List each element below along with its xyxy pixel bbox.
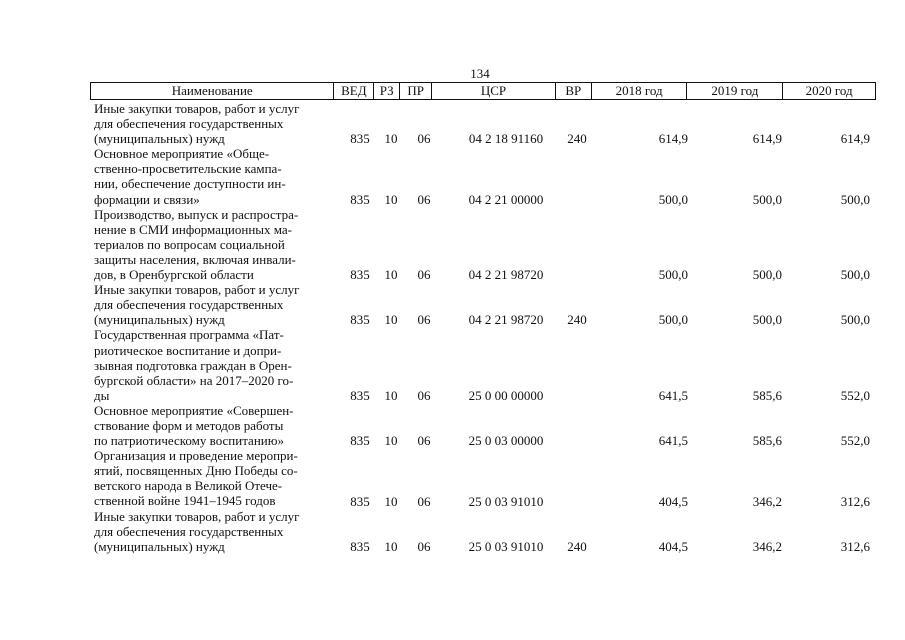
row-name-line: бургской области» на 2017–2020 го-: [94, 372, 294, 388]
cell-pr: 06: [417, 191, 431, 207]
row-values: [90, 433, 876, 448]
cell-csr: 25 0 03 00000: [468, 433, 544, 449]
row-name-line: для обеспечения государственных: [94, 116, 284, 132]
row-name-line: защиты населения, включая инвали-: [94, 251, 296, 267]
cell-2018: 500,0: [658, 191, 688, 207]
cell-rz: 10: [384, 131, 398, 147]
row-name-line: ветского народа в Великой Отече-: [94, 478, 283, 494]
cell-ved: 835: [350, 387, 370, 403]
cell-csr: 04 2 18 91160: [468, 131, 544, 147]
cell-rz: 10: [384, 191, 398, 207]
table-row: [90, 509, 876, 554]
cell-ved: 835: [350, 267, 370, 283]
cell-2019: 585,6: [752, 433, 782, 449]
cell-vr: 240: [567, 312, 587, 328]
header-csr: ЦСР: [432, 83, 556, 99]
row-name-line: для обеспечения государственных: [94, 297, 284, 313]
row-name-line: Иные закупки товаров, работ и услуг: [94, 282, 300, 298]
row-values: [90, 192, 876, 207]
row-name-line: Иные закупки товаров, работ и услуг: [94, 508, 300, 524]
row-values: [90, 131, 876, 146]
cell-rz: 10: [384, 312, 398, 328]
row-name-line: по патриотическому воспитанию»: [94, 433, 284, 449]
row-name-line: ственной войне 1941–1945 годов: [94, 493, 276, 509]
cell-2020: 614,9: [840, 131, 870, 147]
header-pr: ПР: [400, 83, 432, 99]
cell-pr: 06: [417, 267, 431, 283]
table-row: [90, 146, 876, 206]
row-name-line: Основное мероприятие «Совершен-: [94, 402, 294, 418]
cell-ved: 835: [350, 493, 370, 509]
row-values: [90, 539, 876, 554]
cell-2019: 346,2: [752, 493, 782, 509]
row-values: [90, 312, 876, 327]
row-name-line: дов, в Оренбургской области: [94, 267, 254, 283]
cell-pr: 06: [417, 433, 431, 449]
cell-csr: 04 2 21 98720: [468, 267, 544, 283]
row-values: [90, 388, 876, 403]
cell-ved: 835: [350, 191, 370, 207]
cell-rz: 10: [384, 387, 398, 403]
cell-rz: 10: [384, 493, 398, 509]
row-name-line: для обеспечения государственных: [94, 523, 284, 539]
cell-2019: 346,2: [752, 538, 782, 554]
cell-2019: 500,0: [752, 312, 782, 328]
cell-rz: 10: [384, 267, 398, 283]
row-values: [90, 267, 876, 282]
header-rz: РЗ: [374, 83, 400, 99]
cell-csr: 04 2 21 00000: [468, 191, 544, 207]
cell-ved: 835: [350, 433, 370, 449]
cell-2020: 500,0: [840, 312, 870, 328]
table-header: [90, 82, 876, 100]
row-name-line: нии, обеспечение доступности ин-: [94, 176, 286, 192]
table-row: [90, 327, 876, 402]
cell-2018: 614,9: [658, 131, 688, 147]
cell-csr: 04 2 21 98720: [468, 312, 544, 328]
row-name-line: риотическое воспитание и допри-: [94, 342, 282, 358]
row-name-line: териалов по вопросам социальной: [94, 236, 285, 252]
cell-2018: 641,5: [658, 387, 688, 403]
row-name-line: формации и связи»: [94, 191, 200, 207]
row-name-line: ствование форм и методов работы: [94, 417, 284, 433]
cell-ved: 835: [350, 312, 370, 328]
cell-csr: 25 0 00 00000: [468, 387, 544, 403]
row-name-line: Основное мероприятие «Обще-: [94, 146, 270, 162]
cell-csr: 25 0 03 91010: [468, 493, 544, 509]
table-row: [90, 282, 876, 327]
cell-2018: 404,5: [658, 493, 688, 509]
cell-ved: 835: [350, 131, 370, 147]
row-name-line: (муниципальных) нужд: [94, 538, 225, 554]
cell-csr: 25 0 03 91010: [468, 538, 544, 554]
cell-2020: 312,6: [840, 538, 870, 554]
cell-pr: 06: [417, 493, 431, 509]
cell-rz: 10: [384, 433, 398, 449]
cell-2020: 312,6: [840, 493, 870, 509]
row-name-line: Организация и проведение меропри-: [94, 448, 298, 464]
cell-2018: 404,5: [658, 538, 688, 554]
row-name-line: ды: [94, 387, 110, 403]
cell-2018: 641,5: [658, 433, 688, 449]
row-values: [90, 494, 876, 509]
row-name-line: ятий, посвященных Дню Победы со-: [94, 463, 298, 479]
cell-rz: 10: [384, 538, 398, 554]
header-name: Наименование: [91, 83, 334, 99]
row-name-line: нение в СМИ информационных ма-: [94, 221, 293, 237]
cell-2018: 500,0: [658, 267, 688, 283]
cell-2019: 614,9: [752, 131, 782, 147]
table-body: [90, 101, 876, 554]
header-2019: 2019 год: [687, 83, 783, 99]
row-name-line: Иные закупки товаров, работ и услуг: [94, 101, 300, 116]
cell-vr: 240: [567, 538, 587, 554]
cell-2020: 552,0: [840, 387, 870, 403]
row-name-line: Государственная программа «Пат-: [94, 327, 284, 343]
table-row: [90, 101, 876, 146]
header-2020: 2020 год: [805, 83, 853, 98]
row-name-line: ственно-просветительские кампа-: [94, 161, 282, 177]
cell-pr: 06: [417, 538, 431, 554]
header-ved: ВЕД: [334, 83, 374, 99]
cell-2020: 552,0: [840, 433, 870, 449]
row-name-line: зывная подготовка граждан в Орен-: [94, 357, 292, 373]
cell-pr: 06: [417, 387, 431, 403]
cell-2020: 500,0: [840, 191, 870, 207]
cell-pr: 06: [417, 131, 431, 147]
header-vr: ВР: [556, 83, 592, 99]
cell-2019: 585,6: [752, 387, 782, 403]
cell-2019: 500,0: [752, 267, 782, 283]
header-2018: 2018 год: [592, 83, 688, 99]
page-number: 134: [470, 66, 490, 81]
cell-pr: 06: [417, 312, 431, 328]
cell-2018: 500,0: [658, 312, 688, 328]
cell-2020: 500,0: [840, 267, 870, 283]
cell-ved: 835: [350, 538, 370, 554]
row-name-line: (муниципальных) нужд: [94, 312, 225, 328]
row-name-line: Производство, выпуск и распростра-: [94, 206, 299, 222]
cell-2019: 500,0: [752, 191, 782, 207]
cell-vr: 240: [567, 131, 587, 147]
table-row: [90, 207, 876, 282]
row-name-line: (муниципальных) нужд: [94, 131, 225, 147]
table-row: [90, 448, 876, 508]
table-row: [90, 403, 876, 448]
